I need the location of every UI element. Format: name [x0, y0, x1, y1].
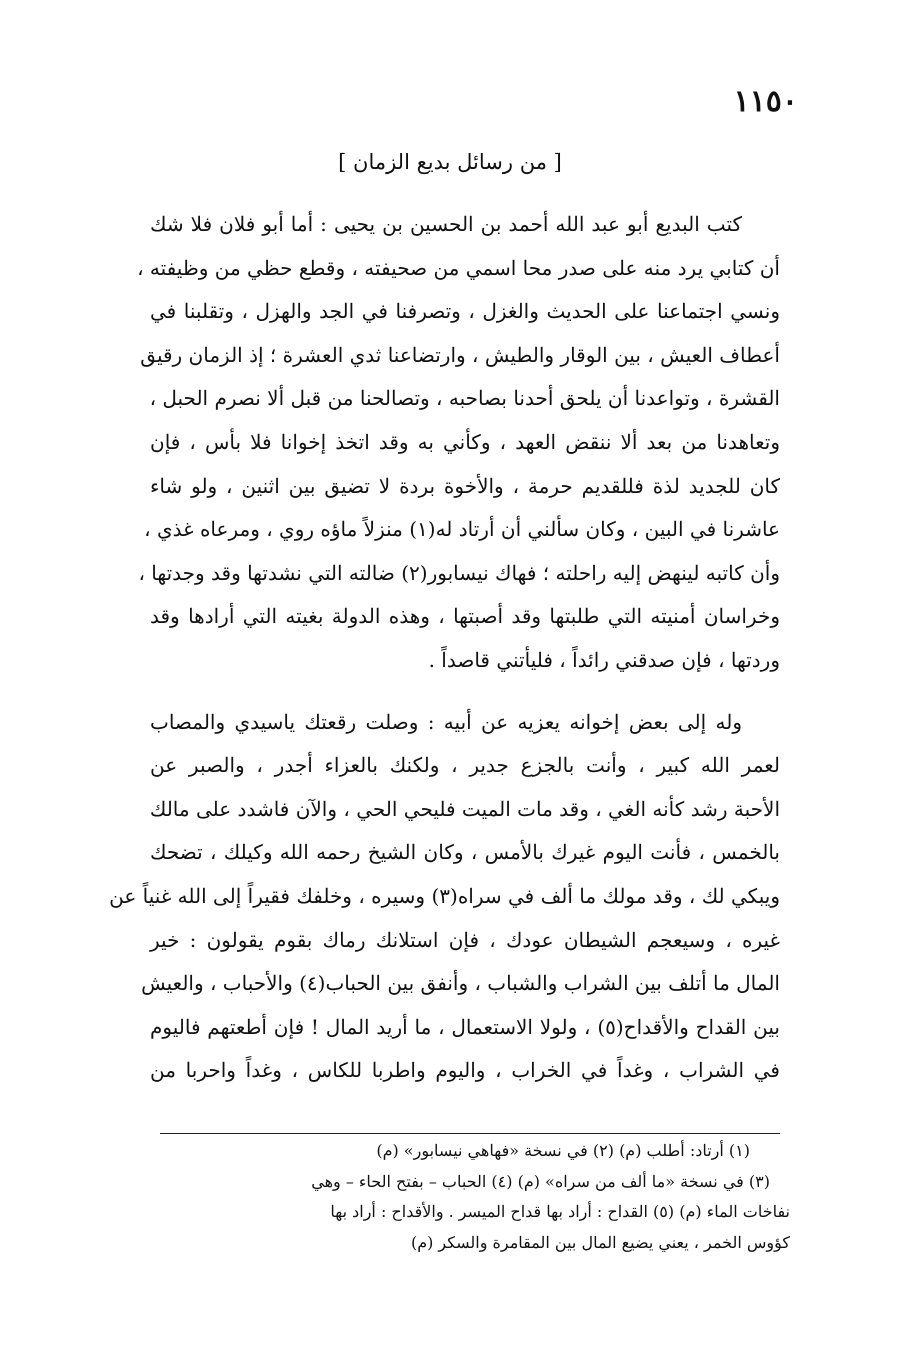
text-line: كتب البديع أبو عبد الله أحمد بن الحسين بن يحيى : أما أبو فلان فلا شك [150, 212, 742, 236]
footnote-divider [160, 1133, 780, 1134]
text-line: أعطاف العيش ، بين الوقار والطيش ، وارتضاعنا ثدي العشرة ؛ إذ الزمان رقيق [140, 342, 780, 367]
paragraph [109, 701, 780, 1093]
text-line: الأحبة رشد كأنه الغي ، وقد مات الميت فليحي الحي ، والآن فاشدد على مالك [149, 796, 780, 821]
text-line: غيره ، وسيعجم الشيطان عودك ، فإن استلانك رماك بقوم يقولون : خير [150, 927, 780, 952]
text-line: لعمر الله كبير ، وأنت بالجزع جدير ، ولكنك بالعزاء أجدر ، والصبر عن [150, 753, 780, 778]
text-line: وتعاهدنا من بعد ألا ننقض العهد ، وكأني به وقد اتخذ إخوانا فلا بأس ، فإن [150, 429, 780, 454]
section-heading: [ من رسائل بديع الزمان ] [338, 150, 562, 174]
text-line: كان للجديد لذة فللقديم حرمة ، والأخوة بردة لا تضيق بين اثنين ، ولو شاء [150, 473, 780, 498]
text-line: أن كتابي يرد منه على صدر محا اسمي من صحيفته ، وقطع حظي من وظيفته ، [137, 255, 780, 280]
text-line: وردتها ، فإن صدقني رائداً ، فليأتني قاصداً . [428, 647, 780, 672]
text-line: بين القداح والأقداح(٥) ، ولولا الاستعمال ، ما أريد المال ! فإن أطعتهم فاليوم [150, 1014, 780, 1039]
text-line: عاشرنا في البين ، وكان سألني أن أرتاد له(١) منزلاً ماؤه روي ، ومرعاه غذي ، [144, 517, 780, 542]
footnote-line: (٣) في نسخة «ما ألف من سراه» (م) (٤) الحباب – بفتح الحاء – وهي [311, 1171, 770, 1191]
paragraph-spacer [150, 683, 780, 701]
page-number: ١١٥٠ [733, 84, 798, 119]
text-line: وخراسان أمنيته التي طلبتها وقد أصبتها ، وهذه الدولة بغيته التي أرادها وقد [150, 604, 780, 629]
footnote-line: نفاخات الماء (م) (٥) القداح : أراد بها قداح الميسر . والأقداح : أراد بها [330, 1202, 790, 1221]
text-line: المال ما أتلف بين الشراب والشباب ، وأنفق بين الحباب(٤) والأحباب ، والعيش [141, 971, 780, 996]
text-line: القشرة ، وتواعدنا أن يلحق أحدنا بصاحبه ، وتصالحنا من قبل ألا نصرم الحبل ، [149, 386, 780, 411]
text-line: ونسي اجتماعنا على الحديث والغزل ، وتصرفنا في الجد والهزل ، وتقلبنا في [150, 299, 780, 324]
footnote-line: كؤوس الخمر ، يعني يضيع المال بين المقامرة والسكر (م) [410, 1232, 790, 1252]
text-line: ويبكي لك ، وقد مولك ما ألف في سراه(٣) وسيره ، وخلفك فقيراً إلى الله غنياً عن [109, 883, 780, 908]
body-text [109, 203, 780, 1093]
footnotes [150, 1136, 790, 1258]
text-line: وله إلى بعض إخوانه يعزيه عن أبيه : وصلت رقعتك ياسيدي والمصاب [150, 709, 742, 734]
text-line: في الشراب ، وغداً في الخراب ، واليوم واطربا للكاس ، وغداً واحربا من [150, 1058, 780, 1083]
paragraph [137, 203, 780, 683]
text-line: بالخمس ، فأنت اليوم غيرك بالأمس ، وكان الشيخ رحمه الله وكيلك ، تضحك [150, 840, 780, 865]
footnote-line: (١) أرتاد: أطلب (م) (٢) في نسخة «فهاهي نيسابور» (م) [376, 1141, 750, 1160]
text-line: وأن كاتبه لينهض إليه راحلته ؛ فهاك نيسابور(٢) ضالته التي نشدتها وقد وجدتها ، [138, 560, 780, 585]
